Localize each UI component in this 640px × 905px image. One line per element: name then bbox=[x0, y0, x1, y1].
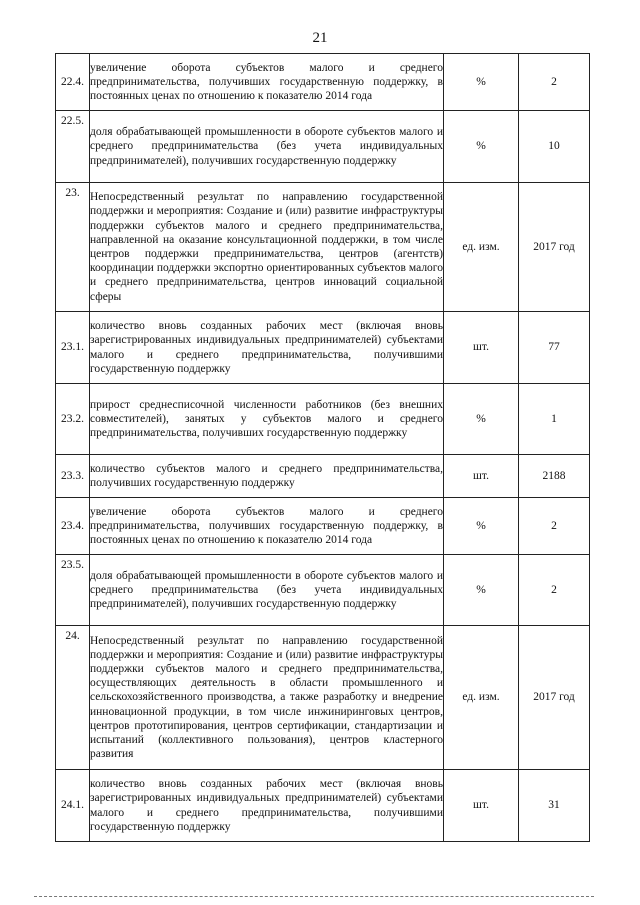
indicator-text: количество субъектов малого и среднего предпринимательства, получивших государственную поддержку bbox=[90, 455, 444, 498]
table-row bbox=[56, 384, 590, 455]
unit-cell: % bbox=[444, 498, 519, 555]
row-number: 22.5. bbox=[56, 111, 90, 183]
indicator-text: доля обрабатывающей промышленности в обороте субъектов малого и среднего предпринимательства (без учета индивидуальных предпринимателей), получивших государственную поддержку bbox=[90, 555, 444, 626]
row-number: 22.4. bbox=[56, 54, 90, 111]
value-cell: 2017 год bbox=[519, 183, 590, 312]
unit-cell: шт. bbox=[444, 455, 519, 498]
table-row bbox=[56, 770, 590, 842]
unit-cell: % bbox=[444, 111, 519, 183]
unit-cell: % bbox=[444, 54, 519, 111]
table-row bbox=[56, 183, 590, 312]
unit-cell: ед. изм. bbox=[444, 183, 519, 312]
row-number: 24. bbox=[56, 626, 90, 770]
value-cell: 2188 bbox=[519, 455, 590, 498]
row-number: 23.1. bbox=[56, 312, 90, 384]
page-number: 21 bbox=[312, 30, 328, 46]
table-row bbox=[56, 498, 590, 555]
row-number: 24.1. bbox=[56, 770, 90, 842]
indicator-text: увеличение оборота субъектов малого и среднего предпринимательства, получивших государственную поддержку, в постоянных ценах по отношению к показателю 2014 года bbox=[90, 54, 444, 111]
row-number: 23. bbox=[56, 183, 90, 312]
footer-divider bbox=[34, 896, 594, 898]
value-cell: 2 bbox=[519, 54, 590, 111]
indicator-text: увеличение оборота субъектов малого и среднего предпринимательства, получивших государственную поддержку, в постоянных ценах по отношению к показателю 2014 года bbox=[90, 498, 444, 555]
row-number: 23.4. bbox=[56, 498, 90, 555]
table-row bbox=[56, 312, 590, 384]
table-row bbox=[56, 455, 590, 498]
indicator-text: количество вновь созданных рабочих мест (включая вновь зарегистрированных индивидуальных предпринимателей) субъектами малого и среднего предпринимательства, получившими государственную поддержку bbox=[90, 770, 444, 842]
value-cell: 77 bbox=[519, 312, 590, 384]
unit-cell: шт. bbox=[444, 770, 519, 842]
unit-cell: шт. bbox=[444, 312, 519, 384]
table-row bbox=[56, 626, 590, 770]
row-number: 23.3. bbox=[56, 455, 90, 498]
unit-cell: ед. изм. bbox=[444, 626, 519, 770]
row-number: 23.5. bbox=[56, 555, 90, 626]
table-row bbox=[56, 555, 590, 626]
indicator-text: Непосредственный результат по направлению государственной поддержки и мероприятия: Создание и (или) развитие инфраструктуры поддержки субъектов малого и среднего предпринимательства, осуществляющих деятельность в области промышленного и сельскохозяйственного производства, а также разработку и внедрение инновационной продукции, в том числе инжиниринговых центров, центров прототипирования, центров сертификации, стандартизации и испытаний (коллективного пользования), центров кластерного развития bbox=[90, 626, 444, 770]
indicators-table bbox=[55, 53, 590, 842]
value-cell: 1 bbox=[519, 384, 590, 455]
indicator-text: количество вновь созданных рабочих мест (включая вновь зарегистрированных индивидуальных предпринимателей) субъектами малого и среднего предпринимательства, получившими государственную поддержку bbox=[90, 312, 444, 384]
indicator-text: прирост среднесписочной численности работников (без внешних совместителей), занятых у субъектов малого и среднего предпринимательства, получивших государственную поддержку bbox=[90, 384, 444, 455]
value-cell: 2017 год bbox=[519, 626, 590, 770]
table-row bbox=[56, 54, 590, 111]
value-cell: 2 bbox=[519, 498, 590, 555]
indicator-text: Непосредственный результат по направлению государственной поддержки и мероприятия: Создание и (или) развитие инфраструктуры поддержки субъектов малого и среднего предпринимательства, направленной на оказание консультационной поддержки, в том числе центров поддержки предпринимательства, центров (агентств) координации поддержки экспортно ориентированных субъектов малого и среднего предпринимательства, центров инноваций социальной сферы bbox=[90, 183, 444, 312]
unit-cell: % bbox=[444, 384, 519, 455]
value-cell: 31 bbox=[519, 770, 590, 842]
value-cell: 10 bbox=[519, 111, 590, 183]
value-cell: 2 bbox=[519, 555, 590, 626]
table-row bbox=[56, 111, 590, 183]
unit-cell: % bbox=[444, 555, 519, 626]
row-number: 23.2. bbox=[56, 384, 90, 455]
indicator-text: доля обрабатывающей промышленности в обороте субъектов малого и среднего предпринимательства (без учета индивидуальных предпринимателей), получивших государственную поддержку bbox=[90, 111, 444, 183]
